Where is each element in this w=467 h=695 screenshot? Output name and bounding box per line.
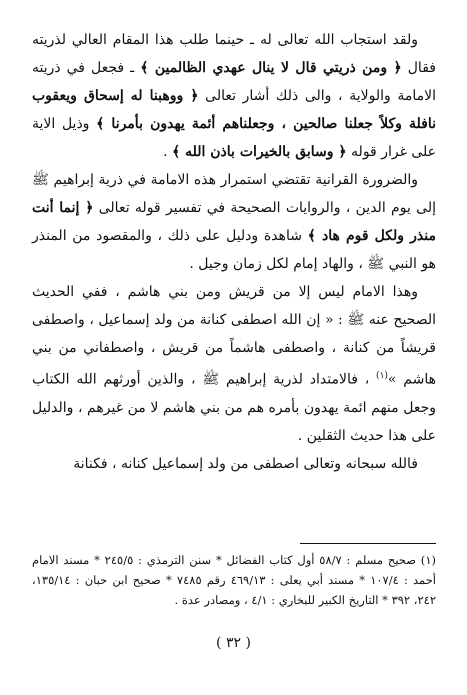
- text-run: شاهدة ودليل على ذلك ، والمقصود من المنذر هو النبي ﷺ ، والهاد إمام لكل زمان وجيل .: [32, 228, 436, 272]
- text-run: ، فالامتداد لذرية إبراهيم ﷺ ، والذين أورثهم الله الكتاب وجعل منهم ائمة يهدون بأمره هم من بني هاشم لا من غيرهم ، والدليل على هذا حديث الثقلين .: [32, 371, 436, 444]
- quran-verse: ﴿ ومن ذريتي قال لا ينال عهدي الظالمين ﴾: [140, 60, 402, 76]
- text-run: والضرورة القرانية تقتضي استمرار هذه الامامة في ذرية إبراهيم ﷺ إلى يوم الدين ، والروايات الصحيحة في تفسير قوله تعالى: [32, 172, 436, 216]
- main-text: [32, 26, 436, 478]
- text-run: فالله سبحانه وتعالى اصطفى من ولد إسماعيل كنانه ، فكنانة: [73, 455, 418, 472]
- text-run: ـ فجعل في ذريته الامامة والولاية ، والى ذلك أشار تعالى: [32, 60, 437, 104]
- footnote: [32, 550, 436, 610]
- footnote-ref: (١): [376, 371, 388, 381]
- footnote-text: (١) صحيح مسلم : ٥٨/٧ أول كتاب الفضائل * سنن الترمذي : ٢٤٥/٥ * مسند الامام أحمد : ١٠٧/٤ * مسند أبي يعلى : ٤٦٩/١٣ رقم ٧٤٨٥ * صحيح ابن حبان : ١٣٥/١٤، ٢٤٢، ٣٩٢ * التاريخ الكبير للبخاري : ٤/١ ، ومصادر عدة .: [32, 553, 436, 607]
- text-run: ولقد استجاب الله تعالى له ـ حينما طلب هذا المقام العالي لذريته فقال: [32, 32, 436, 76]
- paragraph: [32, 26, 436, 166]
- text-run: وهذا الامام ليس إلا من قريش ومن بني هاشم ، ففي الحديث الصحيح عنه ﷺ : « إن الله اصطفى كنانة من ولد إسماعيل ، واصطفى قريشاً من كنانة ، واصطفى هاشماً من قريش ، واصطفاني من بني هاشم »: [32, 284, 436, 388]
- quran-verse: ﴿ إنما أنت منذر ولكل قوم هاد ﴾: [32, 200, 436, 244]
- text-run: وذيل الاية على غرار قوله: [32, 116, 436, 160]
- text-run: .: [163, 144, 173, 160]
- quran-verse: ﴿ وسابق بالخيرات باذن الله ﴾: [172, 144, 347, 160]
- footnote-separator: [300, 543, 436, 544]
- quran-verse: ﴿ ووهبنا له إسحاق ويعقوب نافلة وكلاً جعلنا صالحين ، وجعلناهم أئمة يهدون بأمرنا ﴾: [32, 88, 437, 132]
- paragraph: [32, 166, 436, 278]
- paragraph: [32, 450, 436, 478]
- page-number: ( ٣٢ ): [216, 635, 251, 651]
- paragraph: [32, 278, 436, 450]
